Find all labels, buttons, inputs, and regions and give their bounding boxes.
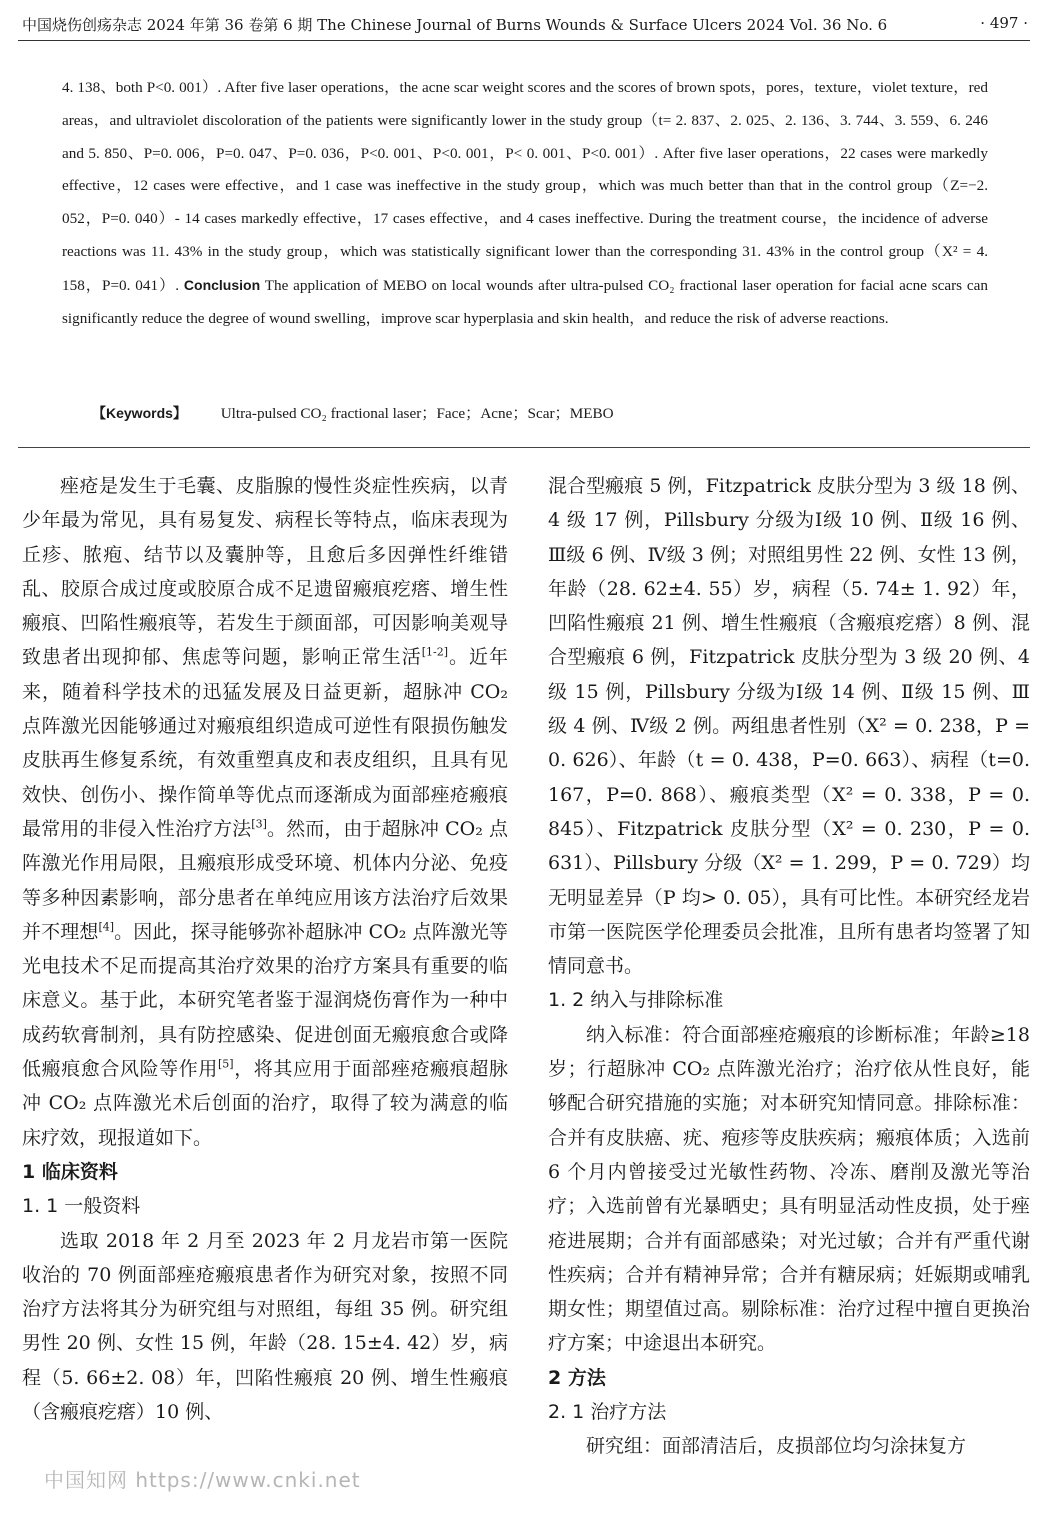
running-header — [22, 14, 1028, 35]
general-data-paragraph: 选取 2018 年 2 月至 2023 年 2 月龙岩市第一医院收治的 70 例面部痤疮瘢痕患者作为研究对象，按照不同治疗方法将其分为研究组与对照组，每组 35 例。研究组男性 20 例、女性 15 例，年龄（28. 15±4. 42）岁，病程（5. 66±2. 08）年，凹陷性瘢痕 20 例、增生性瘢痕（含瘢痕疙瘩）10 例、 — [22, 1229, 508, 1424]
conclusion-label: Conclusion — [183, 276, 261, 293]
criteria-paragraph: 纳入标准：符合面部痤疮瘢痕的诊断标准；年龄≥18 岁；行超脉冲 CO₂ 点阵激光治疗；治疗依从性良好，能够配合研究措施的实施；对本研究知情同意。排除标准：合并有皮肤癌、疣、疱疹等皮肤疾病；瘢痕体质；入选前 6 个月内曾接受过光敏性药物、冷冻、磨削及激光等治疗；入选前曾有光暴晒史；具有明显活动性皮损，处于痤疮进展期；合并有面部感染；对光过敏；合并有严重代谢性疾病；合并有精神异常；合并有糖尿病；妊娠期或哺乳期女性；期望值过高。剔除标准：治疗过程中擅自更换治疗方案；中途退出本研究。 — [548, 1023, 1030, 1355]
subsection-heading-1-2: 1. 2 纳入与排除标准 — [548, 989, 724, 1012]
journal-header: 中国烧伤创疡杂志 2024 年第 36 卷第 6 期 The Chinese Journal of Burns Wounds & Surface Ulcers 2024 Vol. 36 No. 6 — [22, 16, 888, 34]
cnki-watermark: 中国知网 https://www.cnki.net — [44, 1468, 361, 1492]
intro-paragraph: 痤疮是发生于毛囊、皮脂腺的慢性炎症性疾病，以青少年最为常见，具有易复发、病程长等特点，临床表现为丘疹、脓疱、结节以及囊肿等，且愈后多因弹性纤维错乱、胶原合成过度或胶原合成不足遗留瘢痕疙瘩、增生性瘢痕、凹陷性瘢痕等，若发生于颜面部，可因影响美观导致患者出现抑郁、焦虑等问题，影响正常生活[1-2]。近年来，随着科学技术的迅猛发展及日益更新，超脉冲 CO₂ 点阵激光因能够通过对瘢痕组织造成可逆性有限损伤触发皮肤再生修复系统，有效重塑真皮和表皮组织，且具有见效快、创伤小、操作简单等优点而逐渐成为面部痤疮瘢痕最常用的非侵入性治疗方法[3]。然而，由于超脉冲 CO₂ 点阵激光作用局限，且瘢痕形成受环境、机体内分泌、免疫等多种因素影响，部分患者在单纯应用该方法治疗后效果并不理想[4]。因此，探寻能够弥补超脉冲 CO₂ 点阵激光等光电技术不足而提高其治疗效果的治疗方案具有重要的临床意义。基于此，本研究笔者鉴于湿润烧伤膏作为一种中成药软膏制剂，具有防控感染、促进创面无瘢痕愈合或降低瘢痕愈合风险等作用[5]，将其应用于面部痤疮瘢痕超脉冲 CO₂ 点阵激光术后创面的治疗，取得了较为满意的临床疗效，现报道如下。 — [22, 475, 508, 1149]
header-rule — [18, 40, 1030, 41]
abstract — [62, 72, 988, 335]
method-paragraph: 研究组：面部清洁后，皮损部位均匀涂抹复方 — [586, 1435, 967, 1458]
conclusion-text: The application of MEBO on local wounds after ultra-pulsed CO₂ fractional laser operation for facial acne scars can significantly reduce the degree of wound swelling，improve scar hyperplasia and skin health，and reduce the risk of adverse reactions. — [62, 276, 988, 327]
citation: [3] — [251, 817, 267, 831]
section-heading-2: 2 方法 — [548, 1366, 606, 1389]
keywords — [92, 398, 992, 429]
general-data-continued: 混合型瘢痕 5 例，Fitzpatrick 皮肤分型为 3 级 18 例、4 级 17 例，Pillsbury 分级为Ⅰ级 10 例、Ⅱ级 16 例、Ⅲ级 6 例、Ⅳ级 3 例；对照组男性 22 例、女性 13 例，年龄（28. 62±4. 55）岁，病程（5. 74± 1. 92）年，凹陷性瘢痕 21 例、增生性瘢痕（含瘢痕疙瘩）8 例、混合型瘢痕 6 例，Fitzpatrick 皮肤分型为 3 级 20 例、4 级 15 例，Pillsbury 分级为Ⅰ级 14 例、Ⅱ级 15 例、Ⅲ级 4 例、Ⅳ级 2 例。两组患者性别（X² = 0. 238，P = 0. 626）、年龄（t = 0. 438，P=0. 663）、病程（t=0. 167，P=0. 868）、瘢痕类型（X² = 0. 338，P = 0. 845）、Fitzpatrick 皮肤分型（X² = 0. 230，P = 0. 631）、Pillsbury 分级（X² = 1. 299，P = 0. 729）均无明显差异（P 均> 0. 05），具有可比性。本研究经龙岩市第一医院医学伦理委员会批准，且所有患者均签署了知情同意书。 — [548, 475, 1030, 978]
keywords-label: 【Keywords】 — [92, 405, 187, 421]
subsection-heading-1-1: 1. 1 一般资料 — [22, 1195, 141, 1218]
citation: [1-2] — [421, 646, 449, 660]
citation: [4] — [98, 920, 115, 934]
left-column — [22, 469, 508, 1429]
keywords-text: Ultra-pulsed CO₂ fractional laser；Face；Acne；Scar；MEBO — [220, 405, 614, 422]
section-separator — [18, 447, 1030, 448]
abstract-results: 4. 138、both P<0. 001）. After five laser operations，the acne scar weight scores and the scores of brown spots，pores，texture，violet texture，red areas，and ultraviolet discoloration of the patients were significantly lower in the study group（t= 2. 837、2. 025、2. 136、3. 744、3. 559、6. 246 and 5. 850、P=0. 006，P=0. 047、P=0. 036，P<0. 001、P<0. 001，P< 0. 001、P<0. 001）. After five laser operations，22 cases were markedly effective，12 cases were effective，and 1 case was ineffective in the study group，which was much better than that in the control group（Z=−2. 052，P=0. 040）- 14 cases markedly effective，17 cases effective，and 4 cases ineffective. During the treatment course，the incidence of adverse reactions was 11. 43% in the study group，which was statistically significant lower than the corresponding 31. 43% in the control group（X² = 4. 158，P=0. 041）. — [62, 79, 988, 294]
citation: [5] — [218, 1057, 234, 1071]
right-column — [548, 469, 1030, 1464]
page-number: · 497 · — [980, 14, 1028, 32]
section-heading-1: 1 临床资料 — [22, 1160, 118, 1183]
subsection-heading-2-1: 2. 1 治疗方法 — [548, 1401, 667, 1424]
